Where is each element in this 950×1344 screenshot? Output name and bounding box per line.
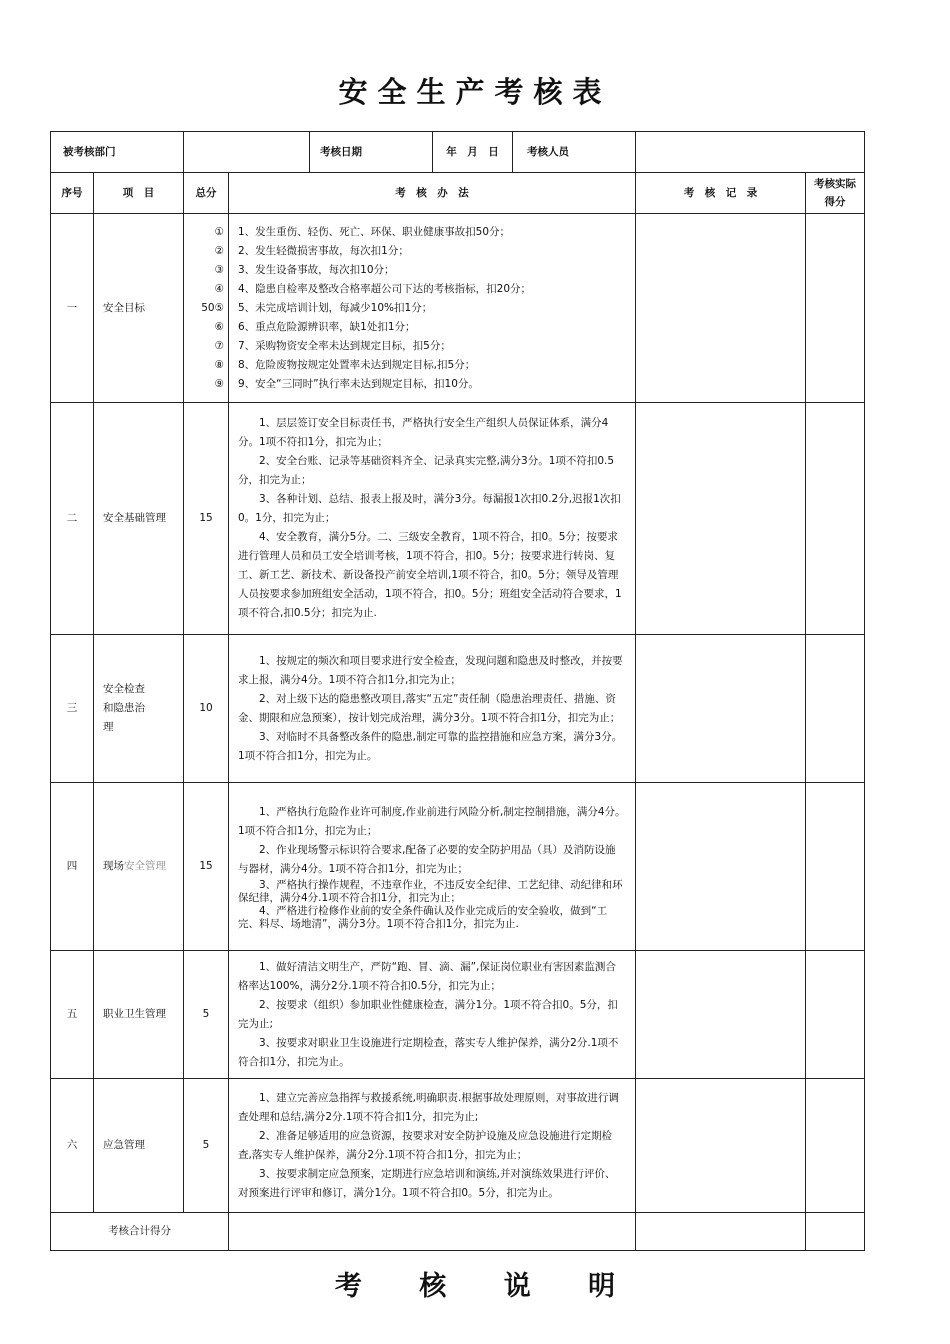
row-total: 5 — [184, 951, 229, 1079]
col-total: 总分 — [184, 173, 229, 214]
row-item — [94, 783, 184, 951]
dept-value[interactable] — [184, 132, 310, 173]
circle-mark: ④ — [214, 282, 224, 295]
method-line: 2、按要求（组织）参加职业性健康检查，满分1分。1项不符合扣0。5分，扣完为止; — [238, 998, 618, 1030]
date-label: 考核日期 — [320, 145, 362, 158]
total-label: 考核合计得分 — [51, 1213, 229, 1251]
row-total: 15 — [184, 783, 229, 951]
row-record[interactable] — [636, 951, 806, 1079]
method-line: 2、准备足够适用的应急资源，按要求对安全防护设施及应急设施进行定期检查,落实专人维护保养，满分2分.1项不符合扣1分，扣完为止； — [238, 1129, 613, 1161]
row-no: 五 — [51, 951, 94, 1079]
row-total — [184, 214, 229, 403]
row-item: 安全目标 — [94, 214, 184, 403]
header-row — [51, 173, 865, 214]
col-record: 考 核 记 录 — [636, 173, 806, 214]
circle-mark: ⑨ — [214, 377, 224, 390]
row-no: 六 — [51, 1079, 94, 1213]
row-score[interactable] — [806, 214, 865, 403]
method-line: 1、做好清洁文明生产，严防“跑、冒、滴、漏”,保证岗位职业有害因素监测合格率达100%，满分2分.1项不符合扣0.5分，扣完为止； — [238, 960, 616, 992]
row-item-part: 现场 — [103, 860, 124, 872]
row-total: 10 — [184, 635, 229, 783]
row-no: 四 — [51, 783, 94, 951]
row-record[interactable] — [636, 403, 806, 635]
table-row — [51, 635, 865, 783]
col-item: 项 目 — [94, 173, 184, 214]
method-line: 1、层层签订安全目标责任书，严格执行安全生产组织人员保证体系，满分4分。1项不符扣1分，扣完为止； — [238, 417, 609, 448]
circle-mark: 50⑤ — [201, 301, 224, 314]
method-line: 9、安全“三同时”执行率未达到规定目标，扣10分。 — [238, 377, 479, 390]
total-row — [51, 1213, 865, 1251]
method-line: 5、未完成培训计划，每减少10%扣1分； — [238, 301, 433, 314]
circle-mark: ⑦ — [214, 339, 224, 352]
person-label: 考核人员 — [513, 132, 636, 173]
method-line: 3、各种计划、总结、报表上报及时，满分3分。每漏报1次扣0.2分,迟报1次扣0。1分，扣完为止； — [238, 493, 621, 524]
row-record[interactable] — [636, 1079, 806, 1213]
row-item: 应急管理 — [94, 1079, 184, 1213]
row-score[interactable] — [806, 1079, 865, 1213]
method-line: 4、隐患自检率及整改合格率超公司下达的考核指标，扣20分； — [238, 282, 532, 295]
method-line: 2、作业现场警示标识符合要求,配备了必要的安全防护用品（具）及消防设施与器材，满分4分。1项不符合扣1分，扣完为止； — [238, 843, 616, 875]
dept-label: 被考核部门 — [51, 132, 184, 173]
page-title: 安全生产考核表 — [338, 75, 612, 109]
row-record[interactable] — [636, 214, 806, 403]
table-row — [51, 783, 865, 951]
col-method: 考 核 办 法 — [229, 173, 636, 214]
row-total: 15 — [184, 403, 229, 635]
row-method — [229, 635, 636, 783]
row-score[interactable] — [806, 783, 865, 951]
row-item: 安全基础管理 — [94, 403, 184, 635]
method-line: 1、严格执行危险作业许可制度,作业前进行风险分析,制定控制措施，满分4分。1项不符合扣1分，扣完为止； — [238, 805, 626, 837]
row-item: 安全检查和隐患治理 — [94, 635, 184, 783]
method-line: 2、发生轻微损害事故，每次扣1分； — [238, 244, 409, 257]
table-row — [51, 214, 865, 403]
method-line: 3、发生设备事故，每次扣10分； — [238, 263, 395, 276]
assessment-table — [50, 131, 865, 1251]
total-record-cell[interactable] — [636, 1213, 806, 1251]
method-line: 7、采购物资安全率未达到规定目标，扣5分； — [238, 339, 451, 352]
row-method — [229, 1079, 636, 1213]
row-score[interactable] — [806, 635, 865, 783]
section-title: 考 核 说 明 — [334, 1271, 616, 1302]
method-line: 1、发生重伤、轻伤、死亡、环保、职业健康事故扣50分； — [238, 225, 511, 238]
row-score[interactable] — [806, 951, 865, 1079]
method-line: 4、安全教育，满分5分。二、三级安全教育，1项不符合，扣0。5分；按要求进行管理人员和员工安全培训考核，1项不符合，扣0。5分；按要求进行转岗、复工、新工艺、新技术、新设备投产前安全培训,1项不符合，扣0。5分；领导及管理人员按要求参加班组安全活动，1项不符合，扣0。5分；班组安全活动符合要求，1项不符合,扣0.5分；扣完为止. — [238, 531, 622, 619]
row-no: 一 — [51, 214, 94, 403]
row-method — [229, 783, 636, 951]
total-score-cell[interactable] — [806, 1213, 865, 1251]
person-value[interactable] — [636, 132, 865, 173]
method-line: 3、按要求对职业卫生设施进行定期检查，落实专人维护保养，满分2分.1项不符合扣1分，扣完为止。 — [238, 1036, 619, 1068]
method-line: 4、严格进行检修作业前的安全条件确认及作业完成后的安全验收，做到“工完、料尽、场地清”，满分3分。1项不符合扣1分，扣完为止. — [238, 904, 608, 930]
method-line: 3、严格执行操作规程，不违章作业，不违反安全纪律、工艺纪律、动纪律和环保纪律，满分4分.1项不符合扣1分，扣完为止； — [238, 878, 623, 904]
table-row — [51, 403, 865, 635]
row-record[interactable] — [636, 635, 806, 783]
row-no: 三 — [51, 635, 94, 783]
table-row — [51, 1079, 865, 1213]
method-line: 1、按规定的频次和项目要求进行安全检查，发现问题和隐患及时整改，并按要求上报，满分4分。1项不符合扣1分,扣完为止； — [238, 654, 623, 686]
row-record[interactable] — [636, 783, 806, 951]
row-score[interactable] — [806, 403, 865, 635]
method-line: 3、按要求制定应急预案，定期进行应急培训和演练,并对演练效果进行评价、对预案进行评审和修订，满分1分。1项不符合扣0。5分，扣完为止。 — [238, 1167, 616, 1199]
total-method-cell — [229, 1213, 636, 1251]
circle-mark: ⑥ — [214, 320, 224, 333]
row-method — [229, 214, 636, 403]
method-line: 6、重点危险源辨识率，缺1处扣1分； — [238, 320, 416, 333]
row-method — [229, 403, 636, 635]
circle-mark: ① — [214, 225, 224, 238]
circle-mark: ⑧ — [214, 358, 224, 371]
circle-mark: ② — [214, 244, 224, 257]
row-method — [229, 951, 636, 1079]
table-row — [51, 951, 865, 1079]
method-line: 3、对临时不具备整改条件的隐患,制定可靠的监控措施和应急方案，满分3分。1项不符合扣1分，扣完为止。 — [238, 730, 623, 762]
circle-mark: ③ — [214, 263, 224, 276]
method-line: 1、建立完善应急指挥与救援系统,明确职责.根据事故处理原则，对事故进行调查处理和总结,满分2分.1项不符合扣1分，扣完为止; — [238, 1091, 619, 1123]
method-line: 2、对上级下达的隐患整改项目,落实“五定”责任制（隐患治理责任、措施、资金、期限和应急预案），按计划完成治理，满分3分。1项不符合扣1分，扣完为止； — [238, 692, 621, 724]
method-line: 2、安全台账、记录等基础资料齐全、记录真实完整,满分3分。1项不符扣0.5分，扣完为止； — [238, 455, 615, 486]
row-item-part: 安全管理 — [124, 860, 166, 872]
col-no: 序号 — [51, 173, 94, 214]
date-cell — [310, 132, 433, 173]
col-score: 考核实际得分 — [806, 173, 865, 214]
method-line: 8、危险废物按规定处置率未达到规定目标,扣5分； — [238, 358, 476, 371]
date-value[interactable]: 年 月 日 — [433, 132, 513, 173]
info-row — [51, 132, 865, 173]
row-item: 职业卫生管理 — [94, 951, 184, 1079]
row-total: 5 — [184, 1079, 229, 1213]
row-no: 二 — [51, 403, 94, 635]
